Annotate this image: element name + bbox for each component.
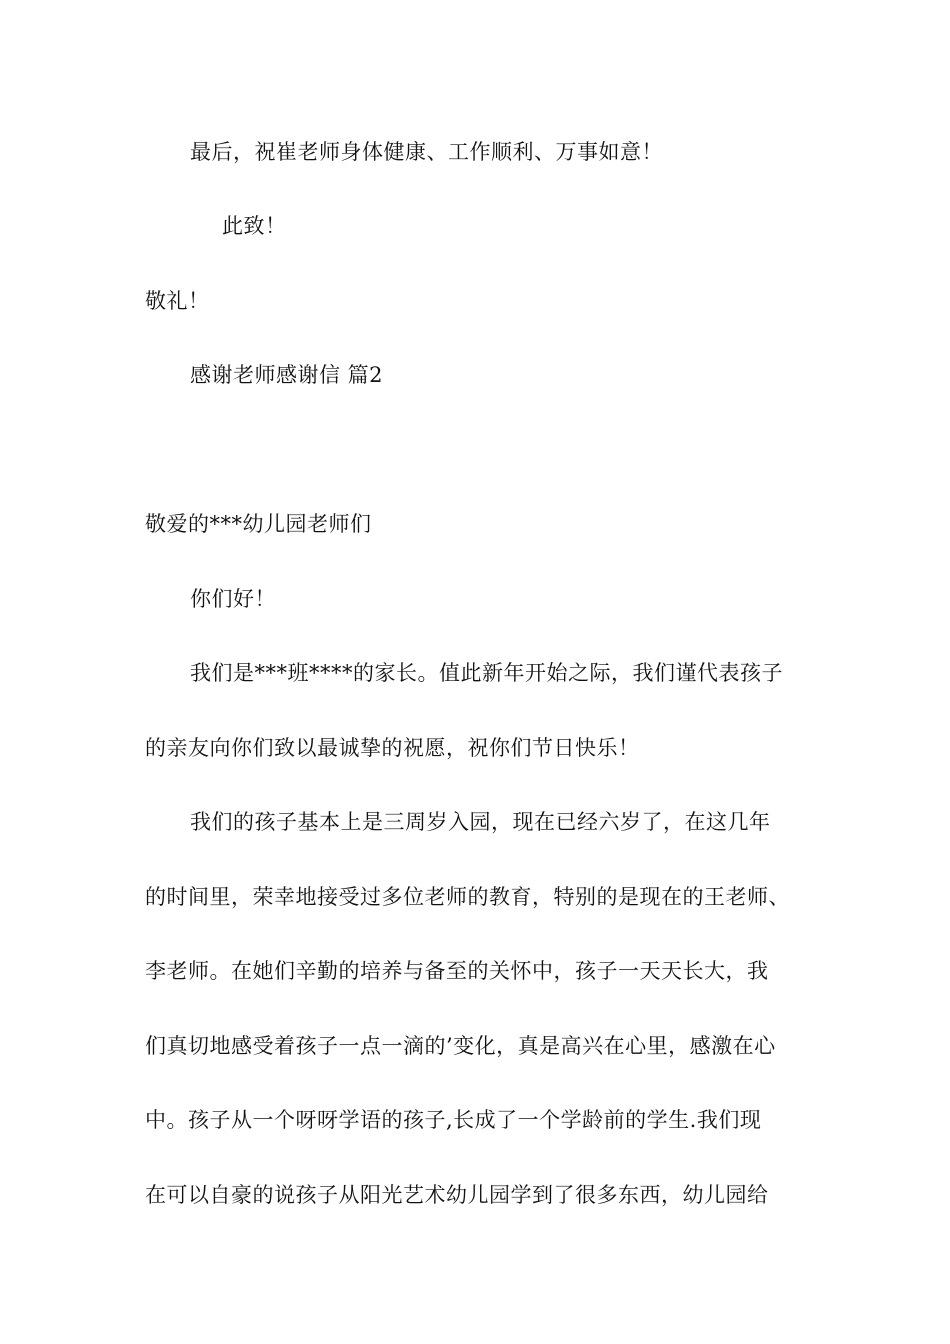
paragraph-line: 的亲友向你们致以最诚挚的祝愿，祝你们节日快乐！ [145,736,640,760]
closing-wish: 最后，祝崔老师身体健康、工作顺利、万事如意！ [190,140,663,164]
closing-salutation: 此致！ [222,214,287,238]
paragraph-line: 中。孩子从一个呀呀学语的孩子,长成了一个学龄前的学生.我们现 [145,1108,762,1132]
paragraph-line: 的时间里，荣幸地接受过多位老师的教育，特别的是现在的王老师、 [145,885,790,909]
paragraph-line: 李老师。在她们辛勤的培养与备至的关怀中，孩子一天天长大，我 [145,959,769,983]
section-heading: 感谢老师感谢信 篇2 [190,363,384,387]
letter-greeting: 敬爱的***幼儿园老师们 [145,512,372,536]
paragraph-line: 我们的孩子基本上是三周岁入园，现在已经六岁了，在这几年 [190,810,771,834]
closing-regards: 敬礼！ [145,289,210,313]
paragraph-line: 们真切地感受着孩子一点一滴的’变化，真是高兴在心里，感激在心 [145,1034,776,1058]
letter-hello: 你们好！ [190,587,276,611]
paragraph-line: 我们是***班****的家长。值此新年开始之际，我们谨代表孩子 [190,661,783,685]
paragraph-line: 在可以自豪的说孩子从阳光艺术幼儿园学到了很多东西，幼儿园给 [145,1183,769,1207]
